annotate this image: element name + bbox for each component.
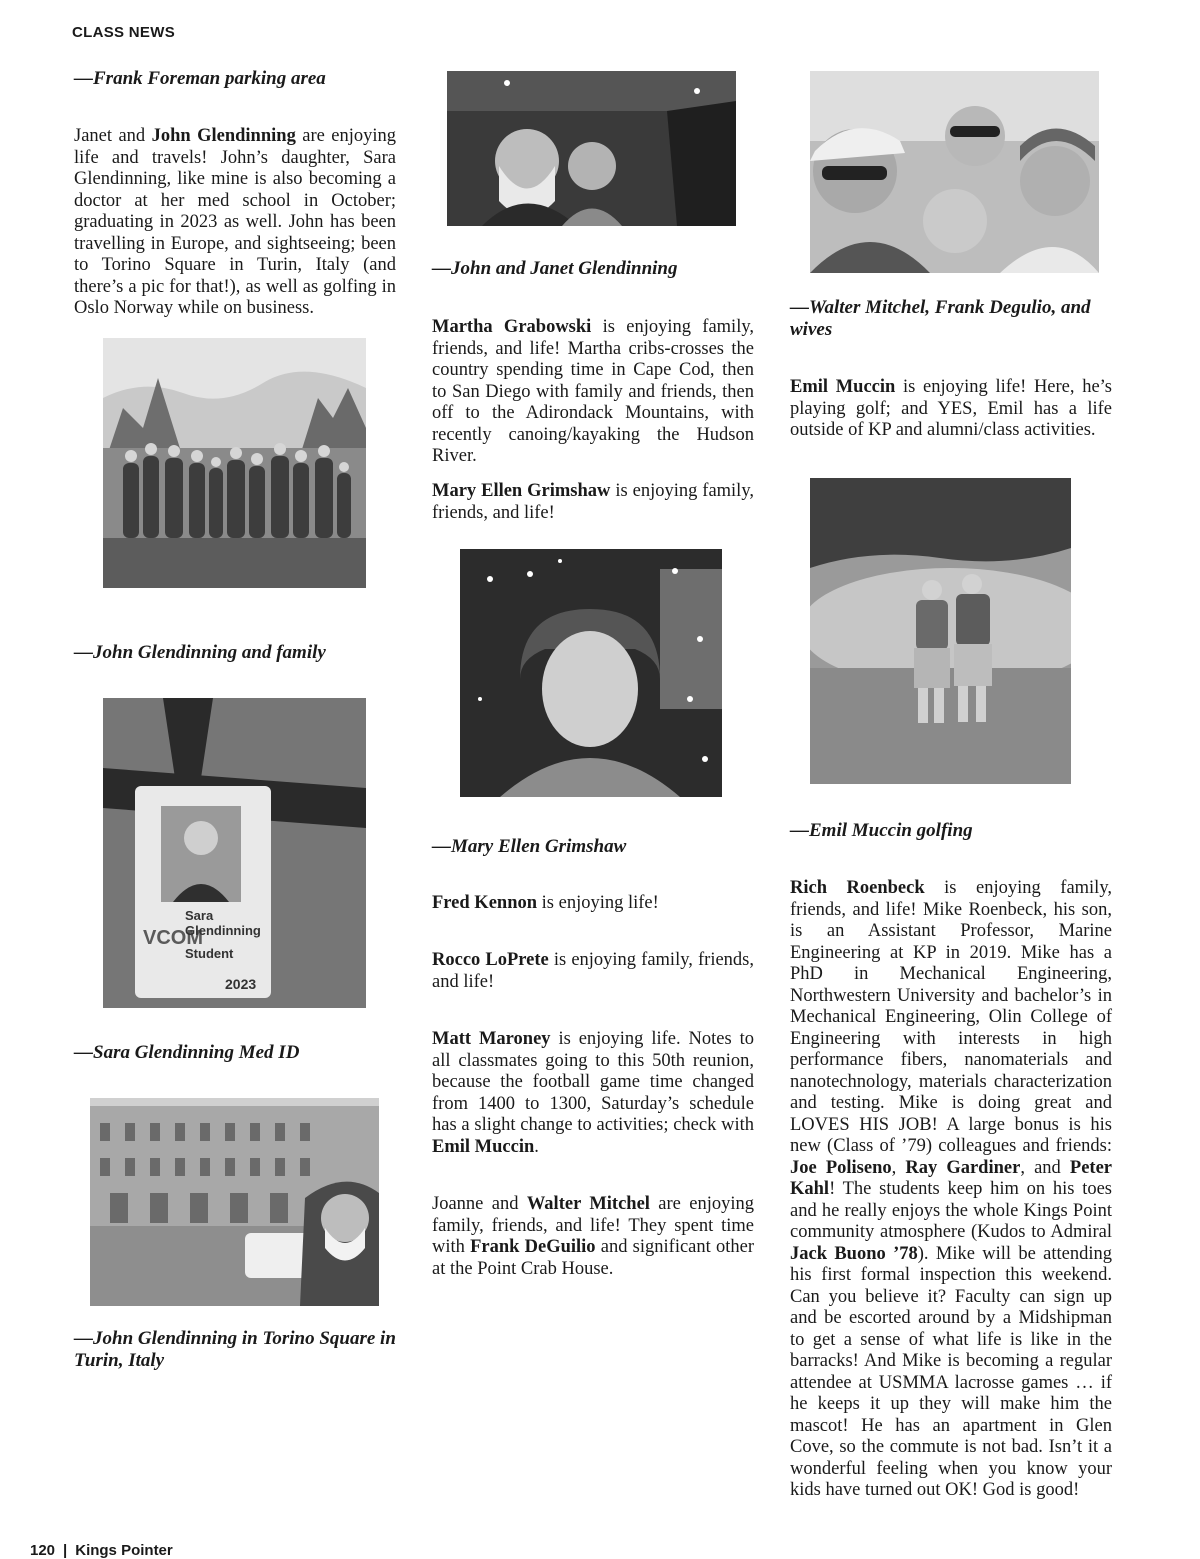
page-footer bbox=[30, 1542, 173, 1559]
badge-year: 2023 bbox=[225, 976, 257, 992]
photo-torino-square bbox=[90, 1098, 379, 1306]
caption-emil-golfing: —Emil Muccin golfing bbox=[790, 820, 973, 841]
paragraph-martha: Martha Grabowski is enjoying family, friends, and life! Martha cribs-crosses the country spending time in Cape Cod, then to San Diego with family and friends, then off to the Adirondack Mountains, with recently canoing/kayaking the Hudson River. bbox=[432, 317, 755, 466]
publication-name: Kings Pointer bbox=[75, 1542, 173, 1559]
paragraph-emil: Emil Muccin is enjoying life! Here, he’s playing golf; and YES, Emil has a life outside of KP and alumni/class activities. bbox=[790, 377, 1113, 440]
caption-family: —John Glendinning and family bbox=[74, 642, 326, 663]
name-peter-kahl: Peter Kahl bbox=[790, 1157, 1112, 1199]
photo-john-janet bbox=[447, 71, 736, 226]
paragraph-mary-ellen: Mary Ellen Grimshaw is enjoying family, friends, and life! bbox=[432, 481, 754, 523]
paragraph-matt: Matt Maroney is enjoying life. Notes to all classmates going to this 50th reunion, because the football game time changed from 1400 to 1300, Saturday’s schedule has a slight change to activities; check with Emil Muccin. bbox=[432, 1029, 754, 1157]
name-matt-maroney: Matt Maroney bbox=[432, 1029, 551, 1049]
photo-mary-ellen bbox=[460, 549, 722, 797]
caption-walter-frank: —Walter Mitchel, Frank Degulio, and wives bbox=[790, 297, 1091, 340]
name-martha-grabowski: Martha Grabowski bbox=[432, 317, 592, 337]
badge-name: Sara Glendinning bbox=[185, 908, 261, 938]
name-emil-muccin-2: Emil Muccin bbox=[790, 377, 896, 397]
name-rocco-loprete: Rocco LoPrete bbox=[432, 950, 549, 970]
paragraph-rocco: Rocco LoPrete is enjoying family, friends, and life! bbox=[432, 950, 754, 992]
paragraph-fred: Fred Kennon is enjoying life! bbox=[432, 893, 659, 913]
photo-emil-golfing bbox=[810, 478, 1071, 784]
name-emil-muccin: Emil Muccin bbox=[432, 1136, 535, 1157]
photo-med-id bbox=[103, 698, 366, 1008]
name-jack-buono: Jack Buono ’78 bbox=[790, 1243, 918, 1264]
name-mary-ellen-grimshaw: Mary Ellen Grimshaw bbox=[432, 481, 611, 501]
paragraph-rich: Rich Roenbeck is enjoying family, friends, and life! Mike Roenbeck, his son, is an Assistant Professor, Marine Engineering at KP in 2019. Mike has a PhD in Mechanical Engineering, Northwestern University and bachelor’s in Mechanical Engineering, Olin College of Engineering with interests in high performance fibers, nanomaterials and nanotechnology, materials characterization and testing. Mike is doing great and LOVES HIS JOB! A large bonus is his new (Class of ’79) colleagues and friends: Joe Poliseno, Ray Gardiner, and Peter Kahl! The students keep him on his toes and he really enjoys the whole Kings Point community atmosphere (Kudos to Admiral Jack Buono ’78). Mike will be attending his first formal inspection this weekend. Can you believe it? Faculty can sign up and be escorted around by a Midshipman to get a sense of what life is like in the barracks! And Mike is becoming a regular attendee at USMMA lacrosse games … if he keeps it up they will make him the mascot! He has an apartment in Glen Cove, so the commute is not bad. Isn’t it a wonderful feeling when you know your kids have turned out OK! God is good! bbox=[790, 878, 1113, 1500]
name-rich-roenbeck: Rich Roenbeck bbox=[790, 878, 925, 898]
badge-role: Student bbox=[185, 946, 234, 961]
name-joe-poliseno: Joe Poliseno bbox=[790, 1157, 892, 1178]
paragraph-glendinning: Janet and John Glendinning are enjoying life and travels! John’s daughter, Sara Glendinning, like mine is also becoming a doctor at her med school in October; graduating in 2023 as well. John has been travelling in Europe, and sightseeing; been to Torino Square in Turin, Italy (and there’s a pic for that!), as well as golfing in Oslo Norway while on business. bbox=[74, 126, 397, 318]
vcom-logo-text: VCOM bbox=[143, 927, 203, 949]
name-walter-mitchel: Walter Mitchel bbox=[526, 1194, 650, 1214]
photo-walter-frank-wives bbox=[810, 71, 1099, 273]
section-header: CLASS NEWS bbox=[72, 24, 176, 41]
caption-parking: —Frank Foreman parking area bbox=[74, 68, 326, 89]
name-john-glendinning: John Glendinning bbox=[151, 126, 296, 146]
photo-glendinning-family bbox=[103, 338, 366, 588]
caption-john-janet: —John and Janet Glendinning bbox=[432, 258, 678, 279]
name-frank-deguilio: Frank DeGuilio bbox=[470, 1237, 596, 1257]
caption-med-id: —Sara Glendinning Med ID bbox=[74, 1042, 300, 1063]
paragraph-joanne: Joanne and Walter Mitchel are enjoying family, friends, and life! They spent time with Frank DeGuilio and significant other at the Point Crab House. bbox=[432, 1194, 754, 1279]
name-fred-kennon: Fred Kennon bbox=[432, 893, 538, 913]
caption-turin: —John Glendinning in Torino Square in Turin, Italy bbox=[74, 1328, 396, 1371]
page-number: 120 bbox=[30, 1542, 56, 1559]
caption-mary-ellen: —Mary Ellen Grimshaw bbox=[432, 836, 627, 857]
footer-separator: | bbox=[63, 1542, 68, 1559]
name-ray-gardiner: Ray Gardiner bbox=[905, 1157, 1021, 1178]
